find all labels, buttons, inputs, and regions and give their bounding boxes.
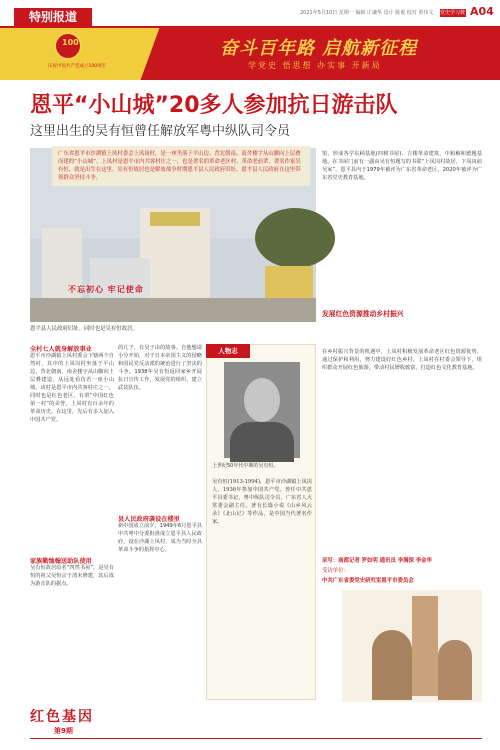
- interview-unit-label: 受访单位：: [322, 568, 349, 574]
- centenary-number: 100: [62, 38, 79, 47]
- column-title: 红色基因: [30, 709, 94, 725]
- page-number: A04: [470, 5, 494, 18]
- photo-wall-slogan: 不忘初心 牢记使命: [68, 285, 144, 294]
- headline: 恩平“小山城”20多人参加抗日游击队: [30, 93, 398, 118]
- portrait-face: [244, 378, 280, 422]
- portrait-body: [230, 422, 294, 462]
- banner-subtitle: 学党史 悟思想 办实事 开新局: [248, 61, 382, 70]
- photo-building-roof: [150, 212, 200, 226]
- footer-rule: [30, 738, 482, 739]
- interview-unit: 中共广东省委党史研究室恩平市委员会: [322, 578, 414, 584]
- portrait-photo: [224, 362, 300, 458]
- centenary-banner: [0, 28, 500, 80]
- portrait-caption: 上世纪50年代中期的吴有恒。: [212, 463, 279, 469]
- photo-yellow-booth: [265, 266, 313, 300]
- right-column-text: 馆，形成各学东顾基地(四树书屋)、吉楼革命建筑，中和解和德题基地。在书屋门前有一副由吴有恒题写的书联“上凤岗村故居，下凤岗前吴家”。恩平县内于1979年被评为广东省革命老区，2020年被评为广东省党史教育基地。: [322, 151, 482, 181]
- statue-figure-left: [372, 630, 412, 700]
- banner-title: 奋斗百年路 启航新征程: [220, 38, 418, 59]
- reporter-credit: 采写：南都记者 罗如明 通讯员 李满深 李金华: [322, 558, 432, 564]
- statue-figure-right: [438, 640, 472, 700]
- right-section-body: 在乡村振兴背景的机遇中，上凤村积极发展革命老区红色资源优势，通过保护和利用，努力建设好红色乡村。上凤村在村委会领导下，组织群众开展红色旅游，带动村民增收致富，打造红色文化教育基地。: [322, 349, 482, 371]
- issue-number: 第9期: [54, 727, 73, 735]
- section-body-3: 新中国成立前夕，1949年6月恩平县中共粤中分委批准成立恩平县人民政府，设在沙湖上凤村，成为当时全县革命斗争的指挥中心。: [118, 523, 202, 553]
- right-section-heading: 发展红色资源推动乡村振兴: [322, 310, 404, 318]
- profile-bio: 吴有恒(1913-1994)，恩平市沙湖镇上凤岗人，1936年参加中国共产党。曾任中共恩平县委书记、粤中纵队司令员、广东省人大常委会副主任。著有长篇小说《山乡风云录》《北山记》等作品，是中国当代著名作家。: [212, 479, 312, 525]
- photo-caption: 恩平县人民政府旧址。同时也是吴有恒故居。: [30, 326, 138, 332]
- section-body-2: 吴有恒故居原名“四然书屋”，是吴有恒的祖父吴恒宗于清末修建，其后成为游击队的据点。: [30, 565, 114, 587]
- dateline: 2021年5月10日 星期一 编辑 庄谦华 设计 陈俊 校对 黄伟文: [300, 10, 434, 16]
- photo-ground: [30, 298, 316, 322]
- subheadline: 这里出生的吴有恒曾任解放军粤中纵队司令员: [30, 124, 291, 139]
- section-heading-1: 全村七人就身解放事业: [30, 346, 92, 353]
- edit-badge: 党史学习教育: [440, 10, 471, 16]
- section-body-1: 恩平市沙湖镇上凤村委会下辖两个自然村，其中的上凤岗村坐落于平山边，背北朝南，南舍楼宇从山脚向上层叠建造，从远处看仿若一座小山城，该村是恩平市内共客村庄之一。同时也是红色老区，有着“中国红色第一村”的美誉。上凤村有百余年的革命历史。在这里，先后有多人加入中国共产党。: [30, 353, 114, 423]
- column-2-body: 的儿子，有吴子由的故事。自他想请小分开始，对于日本帝国主义的侵略和国民党反动派的统治进行了坚决的斗争。1938年吴有恒返回家乡开展抗日宣传工作，发展党的组织，建立武装队伍。: [118, 345, 202, 391]
- section-heading-2: 家族勤恤翰送助队使用: [30, 558, 92, 565]
- centenary-caption: 庆祝中国共产党成立100周年: [47, 64, 107, 69]
- section-heading-3: 县人民政府袭设在楼里: [118, 516, 180, 523]
- section-label: 特别报道: [14, 8, 92, 26]
- monument-pillar: [412, 596, 438, 696]
- monument-photo: [342, 590, 482, 702]
- intro-box: 广东省恩平市沙湖镇上凤村委会上凤岗村，是一座坐落于平山边、背北朝南、南舍楼宇从山脚向上层叠而建的“小山城”。上凤村是恩平市内共客村庄之一，也是著名的革命老区村。革命老前辈、著名作家吴有恒，就是出生在这里。吴有恒故居也是解放战争时期恩平县人民政府旧址、恩平县人民政府在这里带领群众坚持斗争。: [52, 146, 310, 186]
- profile-tag: 人物志: [206, 344, 250, 358]
